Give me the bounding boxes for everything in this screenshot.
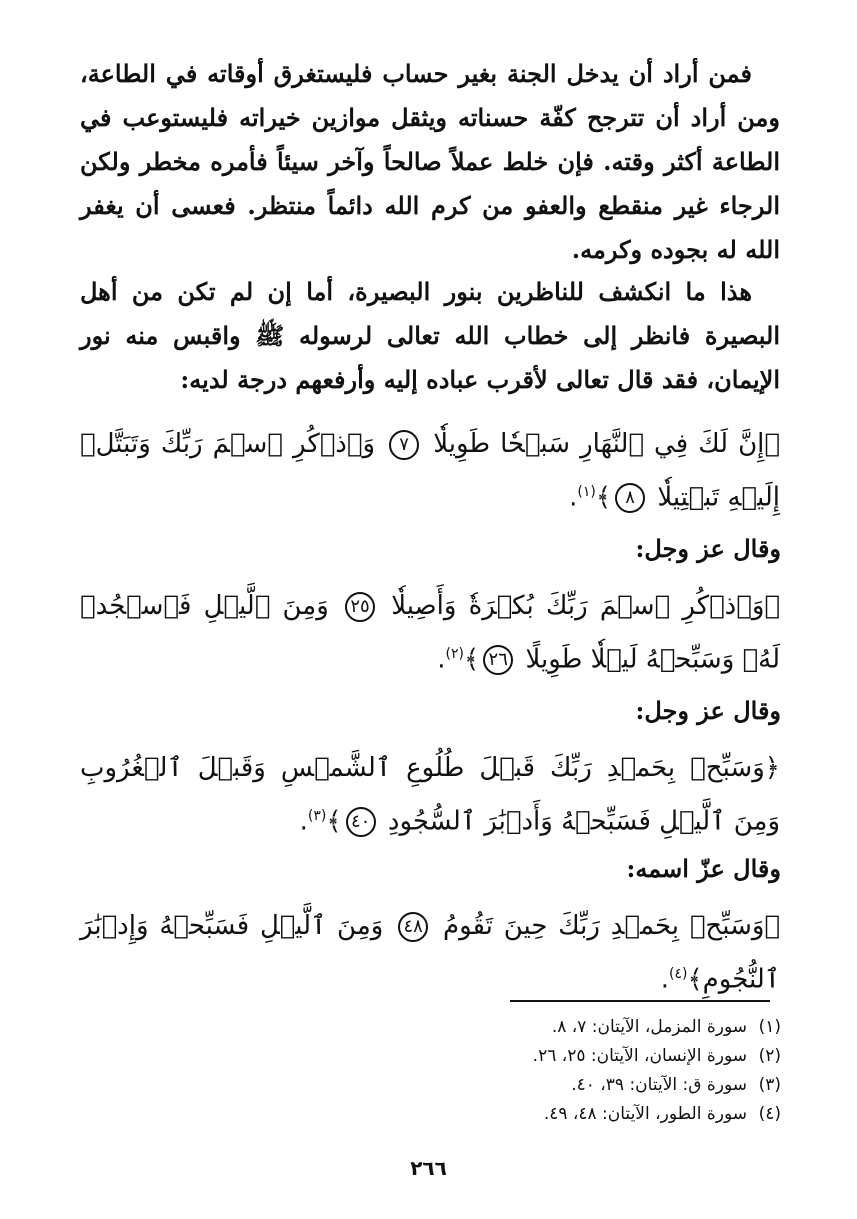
verse-text: ﴿وَسَبِّحۡ بِحَمۡدِ رَبِّكَ قَبۡلَ طُلُوعِ ٱلشَّمۡسِ وَقَبۡلَ ٱلۡغُرُوبِ xyxy=(80,753,780,783)
verse-close-bracket: ﴾ xyxy=(687,964,703,995)
page-number: ٢٦٦ xyxy=(410,1156,447,1180)
footnote-text: سورة المزمل، الآيتان: ٧، ٨. xyxy=(551,1017,747,1037)
verse-close-bracket: ﴾ xyxy=(463,644,480,675)
ayah-number-ornament: ٤٠ xyxy=(346,807,376,837)
footnote-text: سورة الطور، الآيتان: ٤٨، ٤٩. xyxy=(543,1104,747,1124)
footnote-text: سورة الإنسان، الآيتان: ٢٥، ٢٦. xyxy=(532,1046,747,1066)
paragraph-2: هذا ما انكشف للناظرين بنور البصيرة، أما إن لم تكن من أهل البصيرة فانظر إلى خطاب الله تعالى لرسوله ﷺ واقبس منه نور الإيمان، فقد قال تعالى لأقرب عباده إليه وأرفعهم درجة لديه: xyxy=(80,277,780,394)
footnote-4 xyxy=(81,1100,781,1129)
footnote-1 xyxy=(81,1013,781,1042)
quran-verse-4 xyxy=(80,902,780,1004)
footnote-ref: (١) xyxy=(577,484,596,500)
verse-text: وَٱذۡكُرِ ٱسۡمَ رَبِّكَ وَتَبَتَّلۡ إِلَيۡهِ تَبۡتِيلٗا xyxy=(80,429,780,513)
footnote-number: (٤) xyxy=(758,1104,781,1124)
paragraph-1: فمن أراد أن يدخل الجنة بغير حساب فليستغرق أوقاته في الطاعة، ومن أراد أن تترجح كفّة حسناته ويثقل موازين خيراته فليستوعب في الطاعة أكثر وقته. فإن خلط عملاً صالحاً وآخر سيئاً فأمره مخطر ولكن الرجاء غير منقطع والعفو من كرم الله دائماً منتظر. فعسى أن يغفر الله له بجوده وكرمه. xyxy=(80,59,780,264)
quran-verse-3 xyxy=(80,744,780,846)
verse-intro-label: وقال عزّ اسمه: xyxy=(626,854,781,883)
verse-intro-label: وقال عز وجل: xyxy=(635,534,781,563)
verse-end: . xyxy=(660,964,669,995)
verse-end: . xyxy=(437,644,446,675)
quran-verse-1 xyxy=(80,420,780,522)
footnote-number: (٣) xyxy=(758,1075,781,1095)
quran-verse-2 xyxy=(80,582,780,684)
verse-intro-label: وقال عز وجل: xyxy=(635,696,781,725)
verse-end: . xyxy=(569,482,578,513)
verse-text: ﴿وَٱذۡكُرِ ٱسۡمَ رَبِّكَ بُكۡرَةٗ وَأَصِيلٗا xyxy=(391,591,781,621)
ayah-number-ornament: ٢٦ xyxy=(483,645,513,675)
verse-close-bracket: ﴾ xyxy=(595,482,612,513)
footnote-number: (٢) xyxy=(758,1046,781,1066)
verse-text: وَمِنَ ٱلَّيۡلِ فَسَبِّحۡهُ وَإِدۡبَٰرَ ٱلنُّجُومِ xyxy=(80,911,780,995)
footnote-2 xyxy=(81,1042,781,1071)
footnote-text: سورة ق: الآيتان: ٣٩، ٤٠. xyxy=(571,1075,747,1095)
verse-text: ﴿إِنَّ لَكَ فِي ٱلنَّهَارِ سَبۡحٗا طَوِيلٗا xyxy=(433,429,781,459)
footnote-ref: (٣) xyxy=(307,808,327,824)
verse-end: . xyxy=(299,806,308,837)
ayah-number-ornament: ٤٨ xyxy=(398,912,428,942)
verse-text: ﴿وَسَبِّحۡ بِحَمۡدِ رَبِّكَ حِينَ تَقُومُ xyxy=(442,911,781,941)
footnote-3 xyxy=(81,1071,781,1100)
footnote-number: (١) xyxy=(758,1017,781,1037)
ayah-number-ornament: ٢٥ xyxy=(345,592,375,622)
footnote-divider xyxy=(510,1000,770,1002)
footnotes xyxy=(81,1013,781,1129)
verse-close-bracket: ﴾ xyxy=(326,806,342,837)
footnote-ref: (٢) xyxy=(445,646,464,662)
ayah-number-ornament: ٧ xyxy=(389,430,419,460)
verse-text: وَمِنَ ٱلَّيۡلِ فَٱسۡجُدۡ لَهُۥ وَسَبِّحۡهُ لَيۡلٗا طَوِيلًا xyxy=(80,591,780,675)
verse-text: وَمِنَ ٱلَّيۡلِ فَسَبِّحۡهُ وَأَدۡبَٰرَ ٱلسُّجُودِ xyxy=(387,806,780,837)
footnote-ref: (٤) xyxy=(668,966,688,982)
ayah-number-ornament: ٨ xyxy=(615,483,645,513)
